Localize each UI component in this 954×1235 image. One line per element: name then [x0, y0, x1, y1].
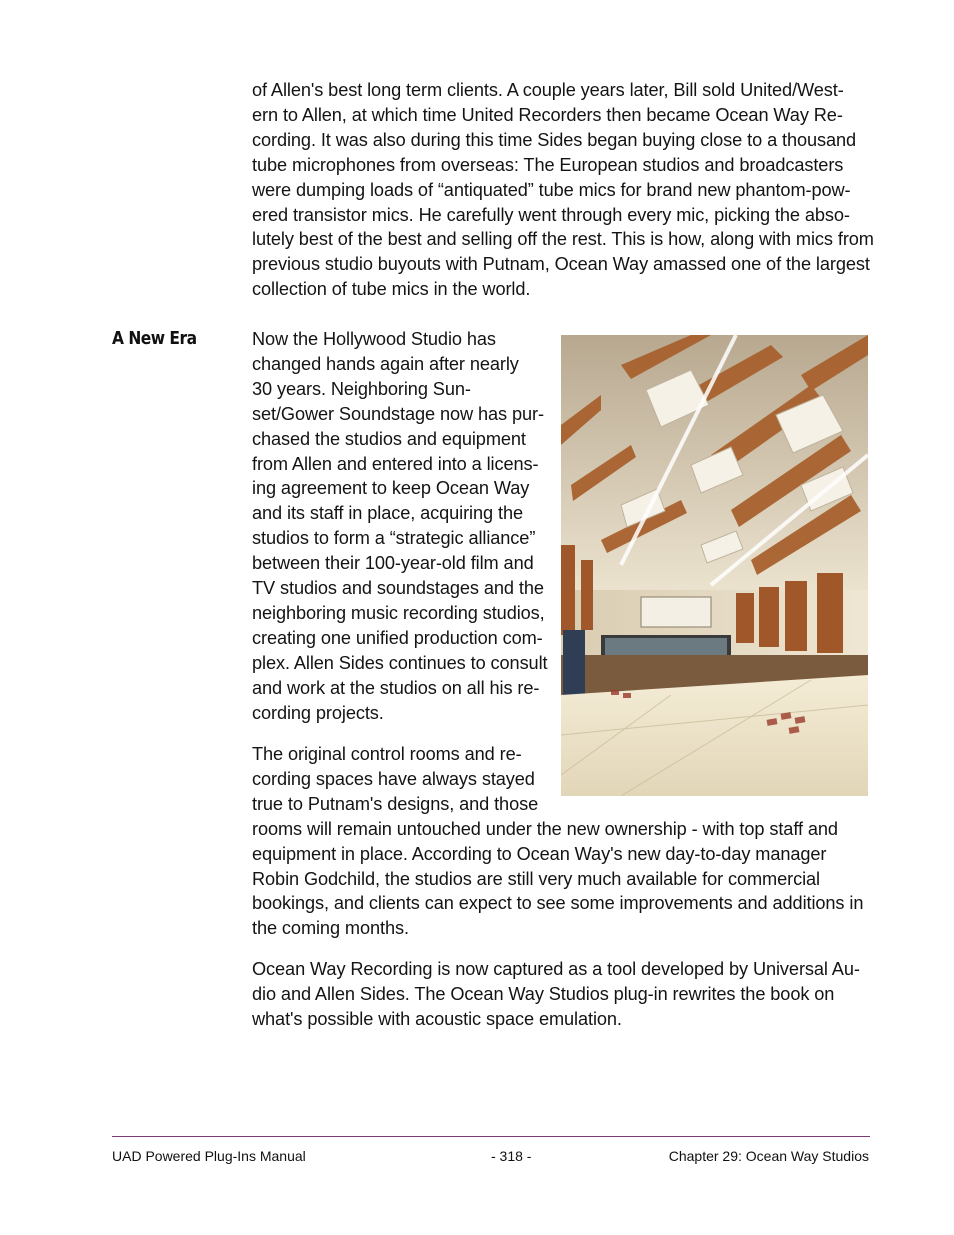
- text-line: ing agreement to keep Ocean Way: [252, 478, 530, 499]
- text-line: and work at the studios on all his re-: [252, 677, 540, 698]
- text-line: lutely best of the best and selling off the rest. This is how, along with mics from: [252, 229, 874, 250]
- text-line: Robin Godchild, the studios are still very much available for commercial: [252, 868, 820, 889]
- text-line: between their 100-year-old film and: [252, 553, 534, 574]
- text-line: were dumping loads of “antiquated” tube mics for brand new phantom-pow-: [252, 179, 851, 200]
- text-line: Ocean Way Recording is now captured as a tool developed by Universal Au-: [252, 959, 860, 979]
- text-line: collection of tube mics in the world.: [252, 279, 531, 300]
- text-line: Now the Hollywood Studio has: [252, 329, 496, 349]
- section-heading: A New Era: [112, 328, 197, 349]
- text-line: cording. It was also during this time Sides began buying close to a thousand: [252, 129, 857, 150]
- text-line: equipment in place. According to Ocean Way's new day-to-day manager: [252, 843, 827, 864]
- text-line: changed hands again after nearly: [252, 353, 519, 374]
- text-line: what's possible with acoustic space emulation.: [252, 1008, 622, 1029]
- text-line: TV studios and soundstages and the: [252, 578, 544, 599]
- text-line: the coming months.: [252, 918, 409, 939]
- text-line: ern to Allen, at which time United Recorders then became Ocean Way Re-: [252, 104, 843, 125]
- studio-photo: [561, 335, 868, 796]
- text-line: neighboring music recording studios,: [252, 602, 545, 623]
- text-line: dio and Allen Sides. The Ocean Way Studios plug-in rewrites the book on: [252, 983, 835, 1004]
- text-line: ered transistor mics. He carefully went through every mic, picking the abso-: [252, 204, 850, 225]
- footer-page-number: - 318 -: [491, 1148, 532, 1164]
- text-line: of Allen's best long term clients. A couple years later, Bill sold United/West-: [252, 80, 844, 100]
- text-line: from Allen and entered into a licens-: [252, 453, 539, 474]
- text-line: creating one unified production com-: [252, 627, 543, 648]
- text-line: plex. Allen Sides continues to consult: [252, 652, 548, 673]
- section-paragraph-3: [252, 957, 872, 1032]
- text-line: tube microphones from overseas: The European studios and broadcasters: [252, 154, 844, 175]
- text-line: The original control rooms and re-: [252, 744, 522, 764]
- section-paragraph-1: [252, 327, 552, 726]
- footer-manual-title: UAD Powered Plug-Ins Manual: [112, 1148, 306, 1164]
- text-line: studios to form a “strategic alliance”: [252, 528, 536, 549]
- text-line: cording spaces have always stayed: [252, 768, 535, 789]
- text-line: rooms will remain untouched under the new ownership - with top staff and: [252, 818, 838, 839]
- studio-photo-illustration: [561, 335, 868, 796]
- footer-chapter-title: Chapter 29: Ocean Way Studios: [668, 1148, 869, 1164]
- text-line: chased the studios and equipment: [252, 428, 526, 449]
- text-line: and its staff in place, acquiring the: [252, 503, 523, 524]
- text-line: previous studio buyouts with Putnam, Ocean Way amassed one of the largest: [252, 254, 870, 275]
- footer-divider: [112, 1136, 870, 1137]
- text-line: bookings, and clients can expect to see some improvements and additions in: [252, 893, 864, 914]
- intro-paragraph: [252, 78, 872, 302]
- text-line: 30 years. Neighboring Sun-: [252, 378, 471, 399]
- text-line: set/Gower Soundstage now has pur-: [252, 403, 544, 424]
- text-line: true to Putnam's designs, and those: [252, 793, 539, 814]
- text-line: cording projects.: [252, 702, 384, 723]
